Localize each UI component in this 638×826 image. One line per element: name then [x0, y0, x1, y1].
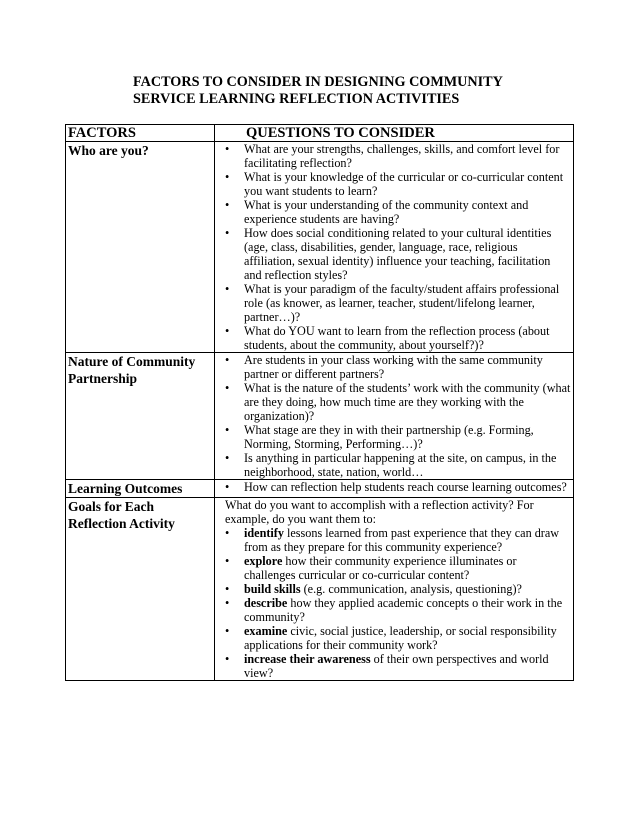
bullet-icon: •: [225, 198, 230, 212]
question-text: What is your knowledge of the curricular or co-curricular content you want students to learn?: [244, 170, 564, 198]
bullet-icon: •: [225, 282, 230, 296]
bullet-icon: •: [225, 480, 230, 494]
factor-who-are-you: Who are you?: [66, 142, 215, 353]
question-text: What do YOU want to learn from the reflection process (about students, about the community, about yourself?)?: [244, 324, 550, 352]
bullet-icon: •: [225, 554, 230, 568]
questions-cell: [215, 142, 574, 353]
title-line-1: FACTORS TO CONSIDER IN DESIGNING COMMUNITY: [133, 74, 503, 90]
list-item: [225, 526, 571, 554]
factor-learning-outcomes: Learning Outcomes: [66, 480, 215, 498]
questions-cell: [215, 353, 574, 480]
goals-intro: What do you want to accomplish with a reflection activity? For example, do you want them to:: [225, 498, 534, 526]
question-list: [225, 480, 571, 494]
bullet-icon: •: [225, 526, 230, 540]
bullet-icon: •: [225, 596, 230, 610]
title-line-2: SERVICE LEARNING REFLECTION ACTIVITIES: [133, 91, 460, 107]
bullet-icon: •: [225, 226, 230, 240]
list-item: [225, 423, 571, 451]
goal-verb: increase their awareness: [244, 652, 371, 666]
header-questions: QUESTIONS TO CONSIDER: [215, 125, 574, 142]
list-item: [225, 480, 571, 494]
list-item: [225, 198, 571, 226]
question-text: How can reflection help students reach course learning outcomes?: [244, 480, 567, 494]
list-item: [225, 142, 571, 170]
bullet-icon: •: [225, 652, 230, 666]
bullet-icon: •: [225, 423, 230, 437]
bullet-icon: •: [225, 170, 230, 184]
list-item: [225, 353, 571, 381]
table-row: [66, 498, 574, 681]
questions-cell: [215, 480, 574, 498]
bullet-icon: •: [225, 381, 230, 395]
bullet-icon: •: [225, 582, 230, 596]
list-item: [225, 582, 571, 596]
questions-cell: [215, 498, 574, 681]
list-item: [225, 652, 571, 680]
table-row: [66, 142, 574, 353]
list-item: [225, 324, 571, 352]
question-text: What is your understanding of the community context and experience students are having?: [244, 198, 529, 226]
goal-verb: explore: [244, 554, 283, 568]
question-text: What is the nature of the students’ work with the community (what are they doing, how much time are they working with the organization)?: [244, 381, 571, 423]
list-item: [225, 381, 571, 423]
question-text: Are students in your class working with the same community partner or different partners?: [244, 353, 543, 381]
goal-text: of their own perspectives and world view?: [244, 652, 549, 680]
list-item: [225, 170, 571, 198]
bullet-icon: •: [225, 624, 230, 638]
table-header-row: [66, 125, 574, 142]
goal-verb: describe: [244, 596, 288, 610]
goal-verb: examine: [244, 624, 288, 638]
table-row: [66, 480, 574, 498]
document-title: [133, 74, 573, 108]
bullet-icon: •: [225, 142, 230, 156]
list-item: [225, 596, 571, 624]
header-factors: FACTORS: [66, 125, 215, 142]
question-text: What stage are they in with their partnership (e.g. Forming, Norming, Storming, Performing…)?: [244, 423, 534, 451]
question-list: [225, 353, 571, 479]
goal-text: civic, social justice, leadership, or social responsibility applications for their community work?: [244, 624, 557, 652]
goal-text: how their community experience illuminates or challenges curricular or co-curricular content?: [244, 554, 517, 582]
factors-table: [65, 124, 574, 681]
question-text: What are your strengths, challenges, skills, and comfort level for facilitating reflection?: [244, 142, 560, 170]
goal-text: lessons learned from past experience that they can draw from as they prepare for this community experience?: [244, 526, 560, 554]
factor-nature-of-community-partnership: Nature of Community Partnership: [66, 353, 215, 480]
bullet-icon: •: [225, 324, 230, 338]
question-text: How does social conditioning related to your cultural identities (age, class, disabilities, gender, language, race, religious affiliation, sexual identity) influence your teaching, facilitation and reflection styles?: [244, 226, 552, 282]
list-item: [225, 451, 571, 479]
goal-text: (e.g. communication, analysis, questioning)?: [300, 582, 522, 596]
factor-goals-for-each-reflection-activity: Goals for Each Reflection Activity: [66, 498, 215, 681]
list-item: [225, 282, 571, 324]
bullet-icon: •: [225, 451, 230, 465]
question-text: Is anything in particular happening at the site, on campus, in the neighborhood, state, nation, world…: [244, 451, 557, 479]
goal-text: how they applied academic concepts o their work in the community?: [244, 596, 563, 624]
goal-verb: identify: [244, 526, 284, 540]
list-item: [225, 624, 571, 652]
question-text: What is your paradigm of the faculty/student affairs professional role (as knower, as learner, teacher, student/lifelong learner, partner…)?: [244, 282, 560, 324]
bullet-icon: •: [225, 353, 230, 367]
list-item: [225, 226, 571, 282]
list-item: [225, 554, 571, 582]
question-list: [225, 526, 571, 680]
table-row: [66, 353, 574, 480]
goal-verb: build skills: [244, 582, 301, 596]
question-list: [225, 142, 571, 352]
